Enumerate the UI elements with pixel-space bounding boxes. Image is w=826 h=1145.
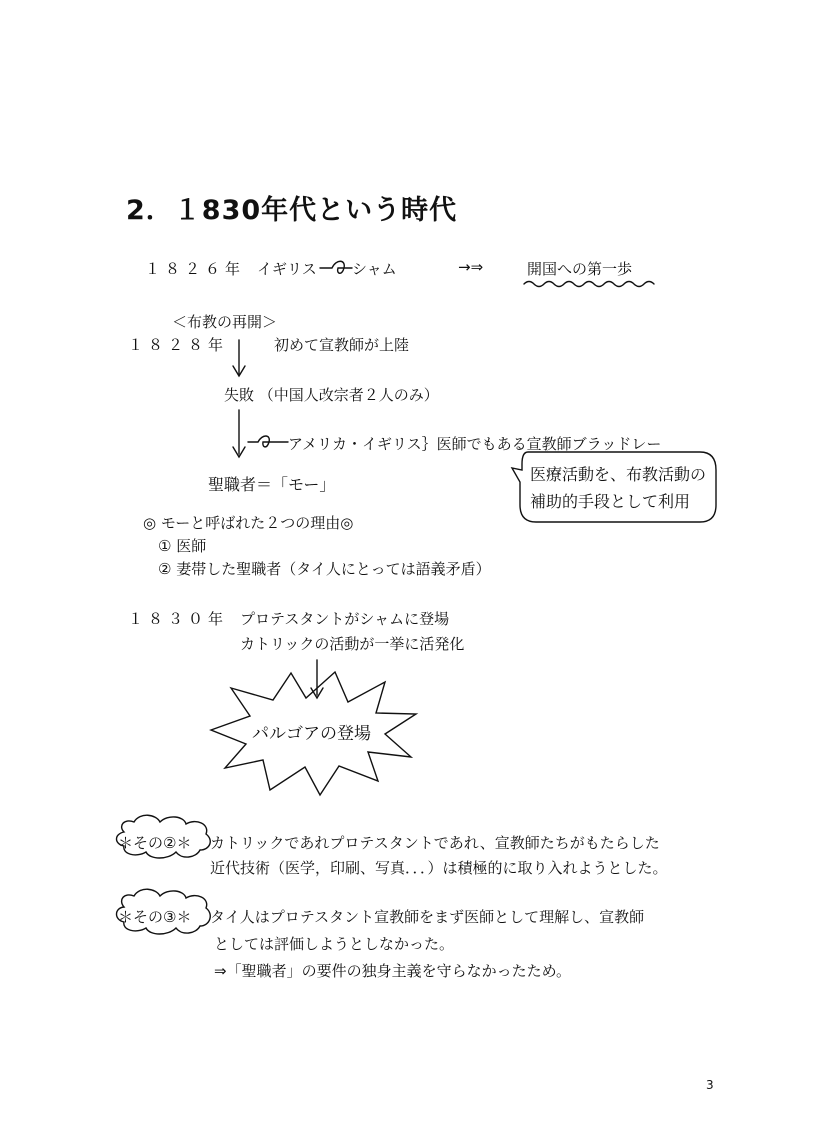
sono3-line3: ⇒「聖職者」の要件の独身主義を守らなかったため。 (214, 962, 571, 980)
starburst (211, 672, 416, 795)
page-number: 3 (706, 1078, 714, 1092)
section-mission: ＜布教の再開＞ (172, 313, 278, 331)
reason-2: ② 妻帯した聖職者（タイ人にとっては語義矛盾） (158, 560, 491, 578)
year-1830: １８３０年 (128, 610, 229, 628)
note-line-1: 医療活動を、布教活動の (530, 465, 707, 484)
label-england: イギリス (257, 260, 317, 278)
sono3-line2: としては評価しようとしなかった。 (214, 935, 455, 953)
label-siam: シャム (352, 260, 397, 278)
note-bubble (512, 452, 716, 522)
reasons-heading: ◎ モーと呼ばれた２つの理由◎ (143, 514, 354, 532)
note-line-2: 補助的手段として利用 (530, 492, 691, 511)
sono2-line1: カトリックであれプロテスタントであれ、宣教師たちがもたらした (210, 834, 660, 852)
sono2-line2: 近代技術（医学，印刷、写真．．．）は積極的に取り入れようとした。 (210, 859, 668, 877)
ribbon-connector-america (248, 436, 288, 447)
event-first-missionary: 初めて宣教師が上陸 (274, 336, 410, 354)
year-1828: １８２８年 (128, 336, 229, 354)
arrow-result: →⇒ (458, 258, 484, 276)
clergy-equals-mo: 聖職者＝「モー」 (208, 475, 336, 494)
cloud-sono2 (117, 815, 211, 858)
failure-note: 失敗 （中国人改宗者２人のみ） (224, 386, 439, 404)
cloud-sono3 (117, 889, 211, 934)
burst-pallegoix: パルゴアの登場 (252, 724, 371, 744)
ribbon-connector-1826 (320, 261, 352, 273)
event-protestant: プロテスタントがシャムに登場 (240, 610, 450, 628)
tag-sono2: ＊その②＊ (118, 834, 192, 852)
result-opening: 開国への第一歩 (527, 260, 633, 278)
america-england-note: アメリカ・イギリス｝医師でもある宣教師ブラッドレー (288, 435, 662, 453)
sono3-line1: タイ人はプロテスタント宣教師をまず医師として理解し、宣教師 (210, 908, 645, 926)
event-catholic: カトリックの活動が一挙に活発化 (240, 635, 465, 653)
year-1826: １８２６年 (145, 260, 246, 278)
reason-1: ① 医師 (158, 537, 207, 555)
wavy-underline (524, 282, 654, 287)
tag-sono3: ＊その③＊ (118, 908, 192, 926)
page-title: 2．１830年代という時代 (126, 195, 458, 226)
